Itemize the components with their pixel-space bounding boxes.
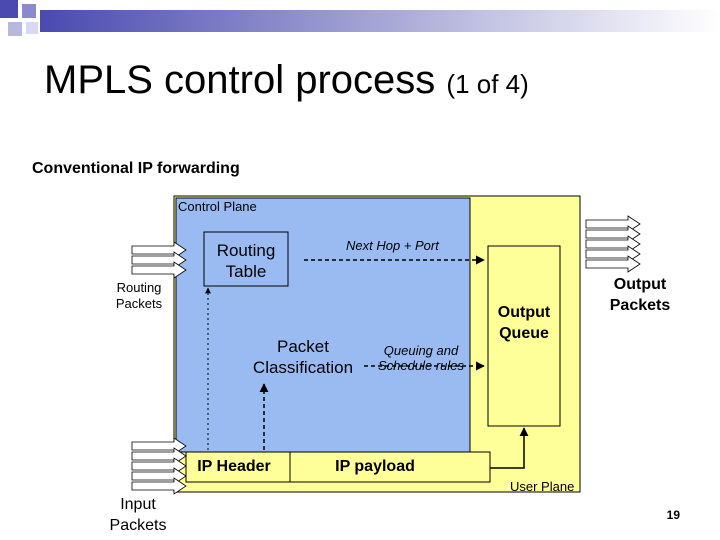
input-packets-label: Input Packets — [109, 496, 167, 534]
control-plane-label: Control Plane — [178, 199, 257, 214]
title-main: MPLS control process — [44, 58, 436, 102]
packet-classification-label: Packet Classification — [252, 337, 354, 377]
output-packets-arrows — [586, 216, 640, 272]
routing-table-label: Routing Table — [216, 241, 276, 281]
routing-packets-arrows — [132, 242, 186, 278]
routing-packets-label: Routing Packets — [115, 280, 163, 311]
title-suffix: (1 of 4) — [446, 69, 529, 99]
ip-header-label: IP Header — [197, 458, 271, 475]
next-hop-port-label: Next Hop + Port — [346, 238, 439, 253]
output-packets-label: Output Packets — [609, 276, 671, 314]
user-plane-label: User Plane — [510, 479, 575, 494]
input-packets-arrows — [132, 438, 186, 494]
output-queue-label: Output Queue — [497, 304, 551, 342]
ip-payload-label: IP payload — [335, 458, 415, 475]
queuing-rules-label: Queuing and Schedule rules — [378, 343, 464, 373]
page-number: 19 — [666, 508, 680, 522]
slide-subtitle: Conventional IP forwarding — [32, 160, 240, 177]
